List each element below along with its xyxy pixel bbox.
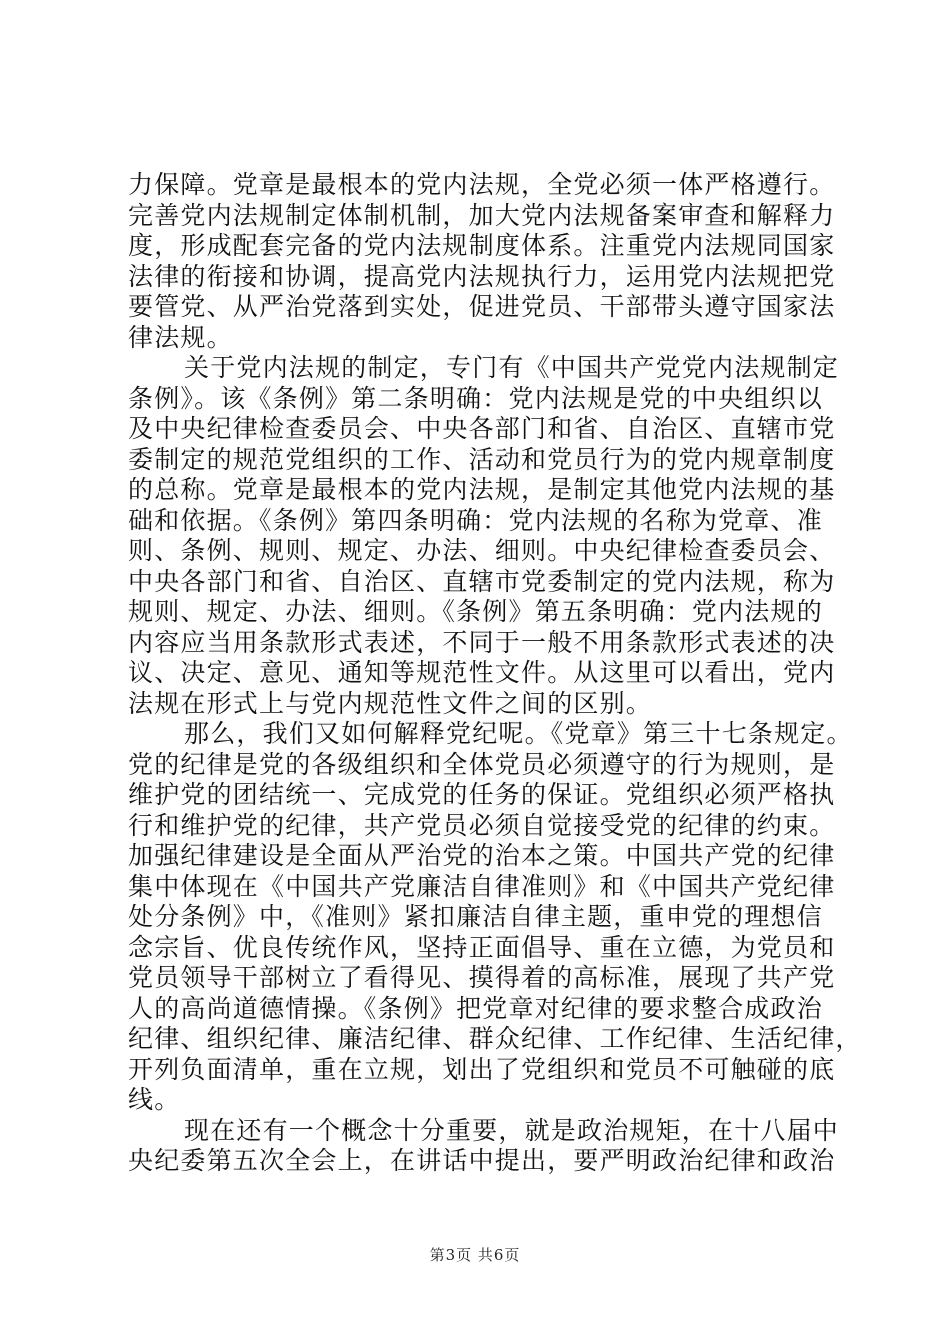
text-line: 维护党的团结统一、完成党的任务的保证。党组织必须严格执 (128, 780, 836, 809)
text-line: 规则、规定、办法、细则。《条例》第五条明确：党内法规的 (128, 597, 823, 626)
text-line: 的总称。党章是最根本的党内法规，是制定其他党内法规的基 (128, 475, 836, 504)
text-line: 委制定的规范党组织的工作、活动和党员行为的党内规章制度 (128, 444, 836, 474)
text-line: 集中体现在《中国共产党廉洁自律准则》和《中国共产党纪律 (128, 871, 836, 901)
text-line: 则、条例、规则、规定、办法、细则。中央纪律检查委员会、 (128, 536, 836, 565)
text-line: 要管党、从严治党落到实处，促进党员、干部带头遵守国家法 (128, 292, 836, 321)
document-body (128, 170, 862, 1177)
text-line: 力保障。党章是最根本的党内法规，全党必须一体严格遵行。 (128, 170, 836, 199)
text-line: 加强纪律建设是全面从严治党的治本之策。中国共产党的纪律 (128, 841, 836, 870)
text-line: 内容应当用条款形式表述，不同于一般不用条款形式表述的决 (128, 627, 836, 657)
page-number-footer: 第3页 共6页 (429, 1246, 521, 1264)
text-line: 度，形成配套完备的党内法规制度体系。注重党内法规同国家 (128, 231, 836, 260)
text-line: 党员领导干部树立了看得见、摸得着的高标准，展现了共产党 (128, 963, 836, 992)
text-line: 开列负面清单，重在立规，划出了党组织和党员不可触碰的底 (128, 1054, 836, 1084)
text-line: 及中央纪律检查委员会、中央各部门和省、自治区、直辖市党 (128, 414, 836, 443)
text-line: 党的纪律是党的各级组织和全体党员必须遵守的行为规则，是 (128, 749, 836, 779)
paragraph-start-line: 现在还有一个概念十分重要，就是政治规矩，在十八届中 (184, 1115, 840, 1145)
text-line: 念宗旨、优良传统作风，坚持正面倡导、重在立德，为党员和 (128, 932, 836, 962)
text-line: 行和维护党的纪律，共产党员必须自觉接受党的纪律的约束。 (128, 810, 836, 840)
text-line: 法规在形式上与党内规范性文件之间的区别。 (128, 688, 653, 718)
text-line: 中央各部门和省、自治区、直辖市党委制定的党内法规，称为 (128, 566, 836, 596)
text-line: 人的高尚道德情操。《条例》把党章对纪律的要求整合成政治 (128, 993, 823, 1023)
text-line: 律法规。 (128, 322, 233, 352)
text-line: 条例》。该《条例》第二条明确：党内法规是党的中央组织以 (128, 383, 823, 413)
text-line: 线。 (128, 1085, 181, 1114)
text-line: 法律的衔接和协调，提高党内法规执行力，运用党内法规把党 (128, 261, 836, 291)
text-line: 完善党内法规制定体制机制，加大党内法规备案审查和解释力 (128, 200, 836, 230)
paragraph-start-line: 那么，我们又如何解释党纪呢。《党章》第三十七条规定。 (184, 719, 853, 748)
text-line: 础和依据。《条例》第四条明确：党内法规的名称为党章、准 (128, 505, 823, 535)
paragraph-start-line: 关于党内法规的制定，专门有《中国共产党党内法规制定 (184, 353, 840, 382)
text-line: 处分条例》中，《准则》紧扣廉洁自律主题，重申党的理想信 (128, 902, 823, 931)
text-line: 央纪委第五次全会上，在讲话中提出，要严明政治纪律和政治 (128, 1146, 836, 1175)
text-line: 议、决定、意见、通知等规范性文件。从这里可以看出，党内 (128, 658, 836, 687)
text-line: 纪律、组织纪律、廉洁纪律、群众纪律、工作纪律、生活纪律， (128, 1024, 862, 1053)
